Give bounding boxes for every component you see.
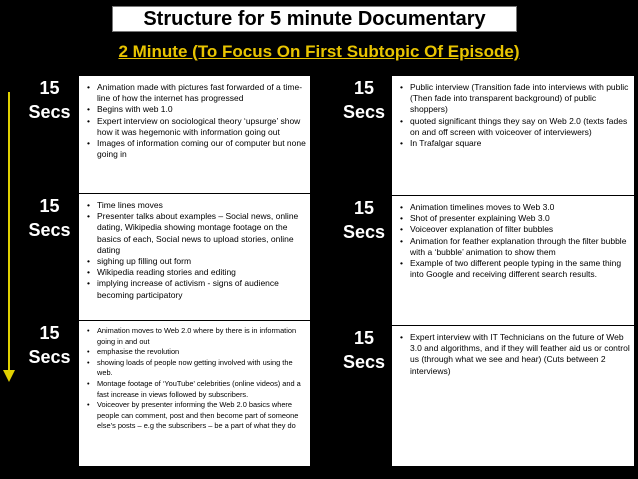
right-structure-table xyxy=(336,75,635,467)
table-row xyxy=(21,321,311,467)
list-item: • Shot of presenter explaining Web 3.0 xyxy=(410,213,630,224)
list-item: • Expert interview on sociological theory ‘upsurge’ show how it was hegemonic with information going out xyxy=(97,116,306,138)
shot-description-cell xyxy=(392,76,635,196)
duration-unit: Secs xyxy=(342,102,386,122)
duration-value: 15 xyxy=(353,198,375,218)
duration-cell xyxy=(337,196,392,326)
list-item: • Voiceover by presenter informing the Web 2.0 basics where people can comment, post and then become part of someone else’s posts – e.g the subscribers – be a part of what they do xyxy=(97,400,306,432)
list-item: • In Trafalgar square xyxy=(410,138,630,149)
shot-description-cell xyxy=(392,196,635,326)
duration-cell xyxy=(21,321,79,467)
list-item: • Animation moves to Web 2.0 where by there is in information going in and out xyxy=(97,326,306,347)
duration-value: 15 xyxy=(39,323,60,343)
list-item: • Presenter talks about examples – Social news, online dating, Wikipedia showing montage footage on the basics of each, Social news to upload stories, online dating xyxy=(97,211,306,256)
duration-cell xyxy=(337,76,392,196)
arrow-down-icon xyxy=(3,370,15,382)
shot-bullet-list xyxy=(392,196,634,284)
list-item: • Images of information coming our of computer but none going in xyxy=(97,138,306,160)
list-item: • Wikipedia reading stories and editing xyxy=(97,267,306,278)
page-title: Structure for 5 minute Documentary xyxy=(112,6,517,32)
left-structure-table xyxy=(20,75,311,467)
list-item: • implying increase of activism - signs of audience becoming participatory xyxy=(97,278,306,300)
duration-value: 15 xyxy=(353,328,375,348)
list-item: • sighing up filling out form xyxy=(97,256,306,267)
duration-cell xyxy=(337,326,392,467)
duration-unit: Secs xyxy=(28,102,71,122)
table-row xyxy=(337,326,635,467)
list-item: • quoted significant things they say on Web 2.0 (texts fades on and off screen with voiceover of interviewers) xyxy=(410,116,630,138)
shot-description-cell xyxy=(79,194,311,321)
table-row xyxy=(337,76,635,196)
shot-description-cell xyxy=(392,326,635,467)
list-item: • Public interview (Transition fade into interviews with public (Then fade into transparent background) of public shoppers) xyxy=(410,82,630,116)
list-item: • Example of two different people typing in the same thing into Google and receiving different search results. xyxy=(410,258,630,280)
list-item: • Begins with web 1.0 xyxy=(97,104,306,115)
shot-bullet-list xyxy=(79,76,310,164)
duration-value: 15 xyxy=(39,196,60,216)
duration-unit: Secs xyxy=(28,220,71,240)
list-item: • emphasise the revolution xyxy=(97,347,306,358)
duration-unit: Secs xyxy=(342,222,386,242)
duration-unit: Secs xyxy=(342,352,386,372)
page-subtitle: 2 Minute (To Focus On First Subtopic Of Episode) xyxy=(118,42,520,61)
duration-cell xyxy=(21,76,79,194)
duration-unit: Secs xyxy=(28,347,71,367)
table-row xyxy=(21,194,311,321)
list-item: • showing loads of people now getting involved with using the web. xyxy=(97,358,306,379)
list-item: • Animation made with pictures fast forwarded of a time-line of how the internet has progressed xyxy=(97,82,306,104)
table-row xyxy=(21,76,311,194)
duration-cell xyxy=(21,194,79,321)
shot-bullet-list xyxy=(392,76,634,153)
timeline-arrow-line xyxy=(8,92,10,372)
shot-bullet-list xyxy=(79,321,310,436)
duration-value: 15 xyxy=(39,78,60,98)
shot-description-cell xyxy=(79,321,311,467)
list-item: • Animation for feather explanation through the filter bubble with a ‘bubble’ animation to show them xyxy=(410,236,630,258)
shot-description-cell xyxy=(79,76,311,194)
list-item: • Animation timelines moves to Web 3.0 xyxy=(410,202,630,213)
list-item: • Voiceover explanation of filter bubbles xyxy=(410,224,630,235)
list-item: • Montage footage of ‘YouTube’ celebrities (online videos) and a fast increase in views followed by subscribers. xyxy=(97,379,306,400)
table-row xyxy=(337,196,635,326)
list-item: • Time lines moves xyxy=(97,200,306,211)
duration-value: 15 xyxy=(353,78,375,98)
shot-bullet-list xyxy=(392,326,634,381)
list-item: • Expert interview with IT Technicians on the future of Web 3.0 and algorithms, and if they will feather aid us or control us (through what we see and hear) (Cuts between 2 interviews) xyxy=(410,332,630,377)
shot-bullet-list xyxy=(79,194,310,305)
